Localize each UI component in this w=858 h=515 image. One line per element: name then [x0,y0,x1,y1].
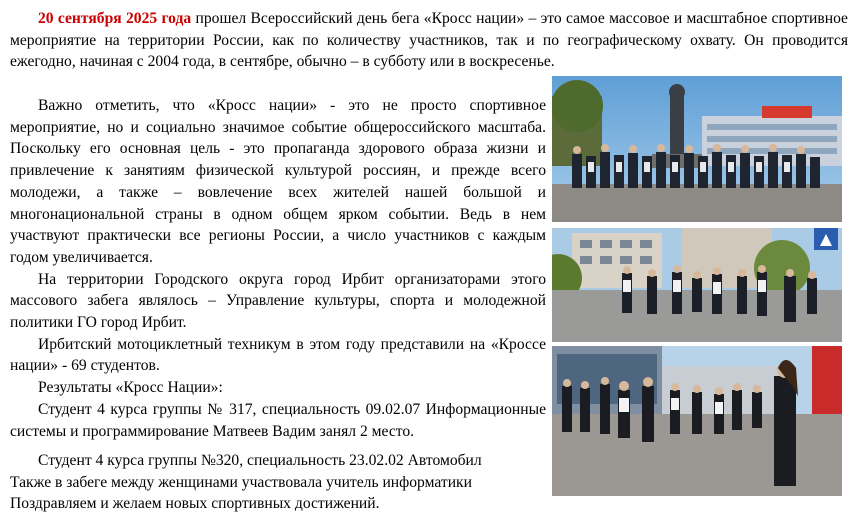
main-column [10,95,546,442]
paragraph-congrats: Поздравляем и желаем новых спортивных достижений. [10,495,380,513]
intro-text: прошел Всероссийский день бега «Кросс нации» – это самое массовое и масштабное спортивное мероприятие на территории России, как по количеству участников, так и по географическому охвату. Он проводится ежегодно, начиная с 2004 года, в сентябре, обычно – в субботу или в воскресенье. [10,10,848,71]
group-photo [552,76,842,222]
women-runners-photo [552,346,842,496]
paragraph-organizers: На территории Городского округа город Ирбит организаторами этого массового забега являлось – Управление культуры, спорта и молодежной политики ГО город Ирбит. [10,270,546,332]
paragraph-results-heading: Результаты «Кросс Нации»: [38,379,223,397]
paragraph-significance: Важно отметить, что «Кросс нации» - это не просто спортивное мероприятие, но и социально значимое событие общероссийского масштаба. Поскольку его основная цель - это пропаганда здорового образа жизни и привлечение к занятиям физической культурой россиян, и прежде всего молодежи, а также – вовлечение всех жителей нашей большой и многонациональной страны в одном общем ярком событии. Ведь в нем участвуют практически все регионы России, а число участников с каждым годом увеличивается. [10,97,546,266]
paragraph-teacher: Также в забеге между женщинами участвовала учитель информатики [10,473,472,491]
paragraph-participants: Ирбитский мотоциклетный техникум в этом году представили на «Кроссе нации» - 69 студентов. [10,335,546,375]
paragraph-result-1: Студент 4 курса группы № 317, специальность 09.02.07 Информационные системы и программирование Матвеев Вадим занял 2 место. [10,400,546,440]
paragraph-result-2: Студент 4 курса группы №320, специальность 23.02.02 Автомобил [38,452,482,469]
intro-paragraph [10,8,848,73]
runners-photo [552,228,842,342]
article [10,8,848,513]
event-date: 20 сентября 2025 года [38,10,192,27]
tail-paragraphs [10,450,550,515]
